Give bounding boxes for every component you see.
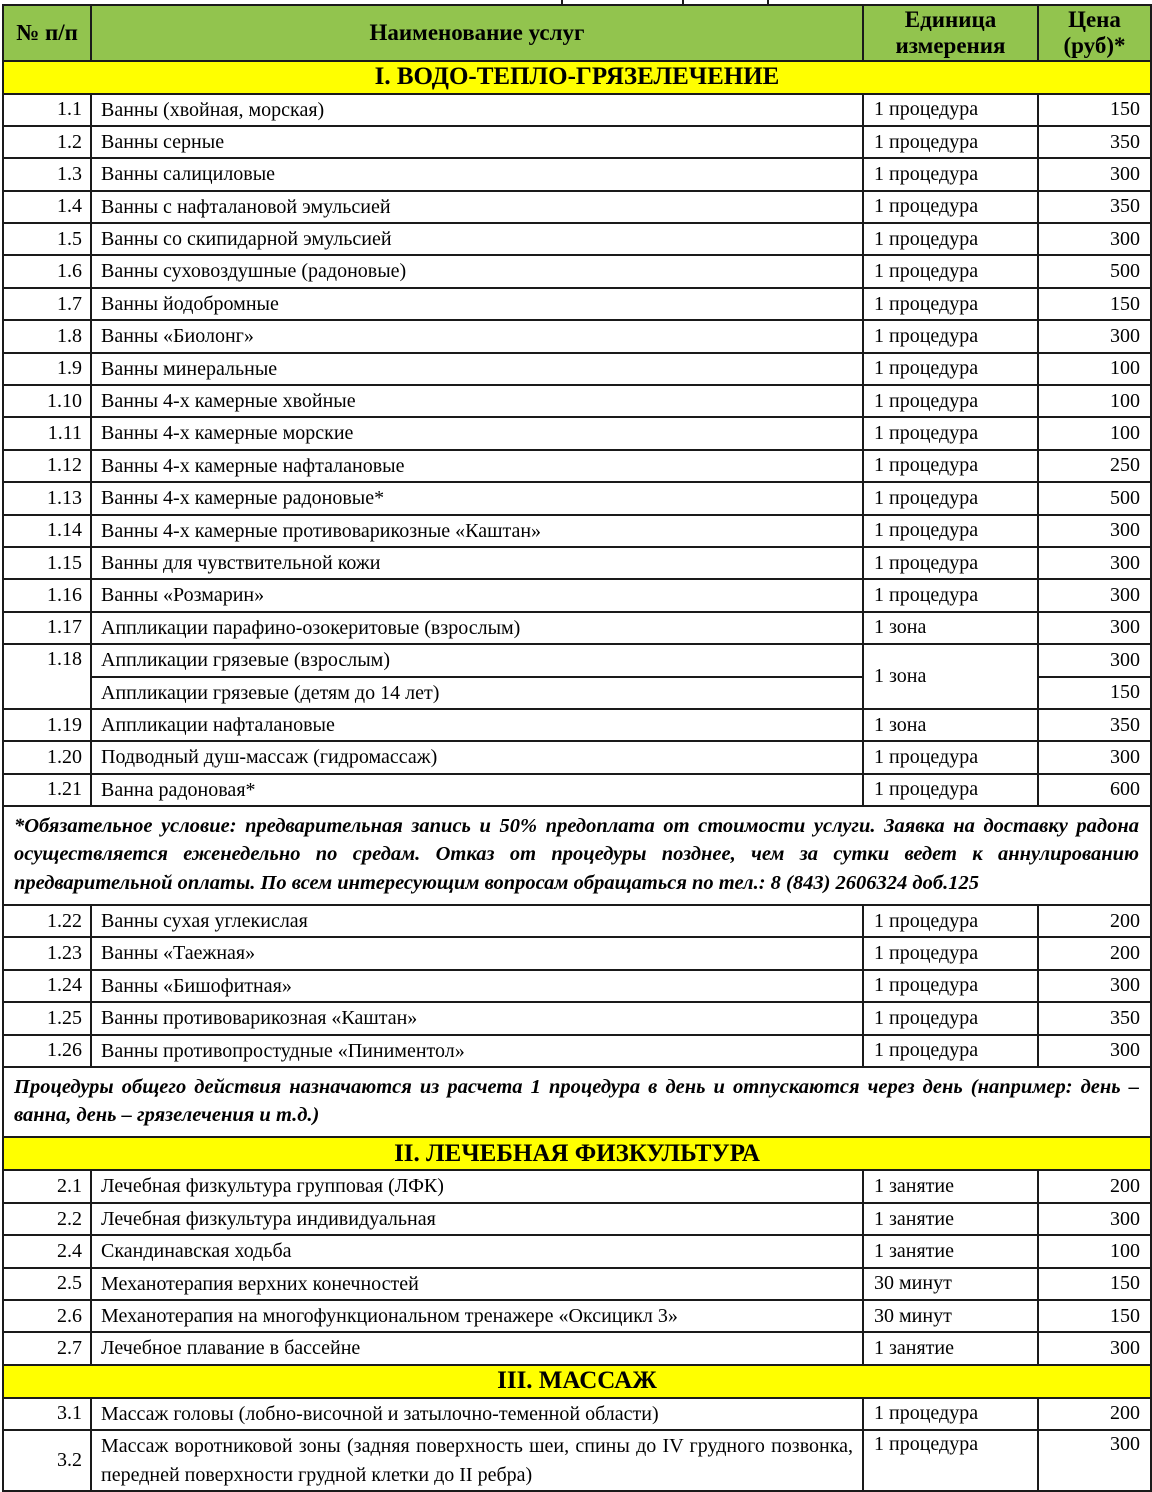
service-price: 150	[1038, 94, 1151, 126]
service-unit: 1 процедура	[863, 970, 1038, 1002]
service-price: 300	[1038, 320, 1151, 352]
service-price: 150	[1038, 1268, 1151, 1300]
service-price: 300	[1038, 547, 1151, 579]
section-row	[3, 1137, 1151, 1170]
service-num: 1.7	[3, 288, 91, 320]
service-price: 150	[1038, 1300, 1151, 1332]
service-unit: 1 процедура	[863, 905, 1038, 937]
service-price: 300	[1038, 1430, 1151, 1491]
service-name: Массаж воротниковой зоны (задняя поверхность шеи, спины до IV грудного позвонка, передней поверхности грудной клетки до II ребра)	[91, 1430, 863, 1491]
service-unit: 1 процедура	[863, 515, 1038, 547]
service-name: Ванна радоновая*	[91, 774, 863, 806]
service-num: 1.21	[3, 774, 91, 806]
service-row	[3, 741, 1151, 773]
service-row	[3, 515, 1151, 547]
service-name: Лечебная физкультура групповая (ЛФК)	[91, 1170, 863, 1202]
service-unit: 1 занятие	[863, 1203, 1038, 1235]
service-unit: 1 зона	[863, 644, 1038, 709]
service-row	[3, 1430, 1151, 1491]
service-unit: 1 процедура	[863, 158, 1038, 190]
service-name: Ванны «Бишофитная»	[91, 970, 863, 1002]
service-row	[3, 223, 1151, 255]
service-unit: 1 занятие	[863, 1235, 1038, 1267]
service-price: 350	[1038, 709, 1151, 741]
service-num: 3.2	[3, 1430, 91, 1491]
service-num: 1.22	[3, 905, 91, 937]
service-num: 1.19	[3, 709, 91, 741]
table-header	[3, 5, 1151, 61]
service-name: Ванны со скипидарной эмульсией	[91, 223, 863, 255]
service-unit: 30 минут	[863, 1268, 1038, 1300]
service-num: 2.6	[3, 1300, 91, 1332]
service-price: 350	[1038, 1002, 1151, 1034]
service-price: 300	[1038, 612, 1151, 644]
service-price: 200	[1038, 937, 1151, 969]
service-name: Массаж головы (лобно-височной и затылочно-теменной области)	[91, 1398, 863, 1430]
service-price: 300	[1038, 158, 1151, 190]
service-unit: 1 процедура	[863, 579, 1038, 611]
service-price: 250	[1038, 450, 1151, 482]
top-edge-artifact	[0, 0, 1152, 4]
service-row	[3, 255, 1151, 287]
service-price: 300	[1038, 1035, 1151, 1067]
service-row	[3, 1332, 1151, 1364]
service-row	[3, 709, 1151, 741]
service-row	[3, 1235, 1151, 1267]
service-num: 2.7	[3, 1332, 91, 1364]
service-name: Ванны (хвойная, морская)	[91, 94, 863, 126]
service-unit: 1 процедура	[863, 126, 1038, 158]
service-row	[3, 353, 1151, 385]
service-name: Ванны 4-х камерные нафталановые	[91, 450, 863, 482]
cropped-cell-line	[561, 0, 563, 5]
service-name: Ванны противоварикозная «Каштан»	[91, 1002, 863, 1034]
service-unit: 1 зона	[863, 709, 1038, 741]
service-row	[3, 579, 1151, 611]
service-num: 1.1	[3, 94, 91, 126]
note-row	[3, 1067, 1151, 1138]
service-num: 1.8	[3, 320, 91, 352]
service-name: Ванны «Таежная»	[91, 937, 863, 969]
service-name: Лечебная физкультура индивидуальная	[91, 1203, 863, 1235]
service-name: Лечебное плавание в бассейне	[91, 1332, 863, 1364]
service-name: Ванны «Биолонг»	[91, 320, 863, 352]
service-unit: 1 процедура	[863, 482, 1038, 514]
service-price: 300	[1038, 644, 1151, 676]
price-table	[2, 4, 1152, 1492]
service-num: 1.17	[3, 612, 91, 644]
service-num: 1.20	[3, 741, 91, 773]
service-price: 500	[1038, 482, 1151, 514]
service-name: Ванны суховоздушные (радоновые)	[91, 255, 863, 287]
service-row	[3, 1268, 1151, 1300]
service-name: Механотерапия на многофункциональном тренажере «Оксицикл 3»	[91, 1300, 863, 1332]
section-title: I. ВОДО-ТЕПЛО-ГРЯЗЕЛЕЧЕНИЕ	[3, 61, 1151, 94]
service-price: 300	[1038, 1332, 1151, 1364]
service-unit: 1 процедура	[863, 255, 1038, 287]
service-unit: 1 процедура	[863, 774, 1038, 806]
service-name: Ванны для чувствительной кожи	[91, 547, 863, 579]
table-header-row	[3, 5, 1151, 61]
service-name: Ванны «Розмарин»	[91, 579, 863, 611]
service-num: 1.6	[3, 255, 91, 287]
service-row	[3, 1300, 1151, 1332]
service-name: Ванны салициловые	[91, 158, 863, 190]
service-num: 1.12	[3, 450, 91, 482]
service-unit: 1 занятие	[863, 1170, 1038, 1202]
cropped-cell-line	[682, 0, 684, 5]
service-num: 1.16	[3, 579, 91, 611]
service-price: 200	[1038, 1170, 1151, 1202]
service-price: 350	[1038, 126, 1151, 158]
service-unit: 1 процедура	[863, 741, 1038, 773]
service-row	[3, 1203, 1151, 1235]
service-row	[3, 937, 1151, 969]
service-unit: 1 процедура	[863, 417, 1038, 449]
service-unit: 1 процедура	[863, 1430, 1038, 1491]
service-num: 1.14	[3, 515, 91, 547]
service-unit: 1 процедура	[863, 191, 1038, 223]
service-row	[3, 94, 1151, 126]
service-price: 300	[1038, 223, 1151, 255]
section-title: II. ЛЕЧЕБНАЯ ФИЗКУЛЬТУРА	[3, 1137, 1151, 1170]
service-row	[3, 1170, 1151, 1202]
service-row	[3, 970, 1151, 1002]
service-num: 1.4	[3, 191, 91, 223]
service-num: 2.1	[3, 1170, 91, 1202]
service-num: 1.15	[3, 547, 91, 579]
service-num: 1.18	[3, 644, 91, 709]
section-title: III. МАССАЖ	[3, 1365, 1151, 1398]
service-row	[3, 450, 1151, 482]
service-unit: 1 процедура	[863, 937, 1038, 969]
note-row	[3, 806, 1151, 905]
service-name: Ванны сухая углекислая	[91, 905, 863, 937]
service-name: Ванны 4-х камерные хвойные	[91, 385, 863, 417]
service-row	[3, 1398, 1151, 1430]
service-price: 300	[1038, 579, 1151, 611]
service-row	[3, 320, 1151, 352]
service-name: Ванны минеральные	[91, 353, 863, 385]
cropped-cell-line	[767, 0, 769, 5]
service-price: 100	[1038, 417, 1151, 449]
service-row	[3, 547, 1151, 579]
service-name: Скандинавская ходьба	[91, 1235, 863, 1267]
service-row	[3, 191, 1151, 223]
service-unit: 1 процедура	[863, 450, 1038, 482]
note-text: *Обязательное условие: предварительная запись и 50% предоплата от стоимости услуги. Заявка на доставку радона осуществляется еженедельно по средам. Отказ от процедуры позднее, чем за сутки ведет к аннулированию предварительной оплаты. По всем интересующим вопросам обращаться по тел.: 8 (843) 2606324 доб.125	[3, 806, 1151, 905]
service-price: 200	[1038, 905, 1151, 937]
service-unit: 1 процедура	[863, 1398, 1038, 1430]
service-price: 200	[1038, 1398, 1151, 1430]
service-price: 100	[1038, 1235, 1151, 1267]
service-name: Ванны с нафталановой эмульсией	[91, 191, 863, 223]
service-num: 1.10	[3, 385, 91, 417]
col-header-num: № п/п	[3, 5, 91, 61]
service-num: 2.5	[3, 1268, 91, 1300]
service-unit: 1 процедура	[863, 223, 1038, 255]
service-num: 1.26	[3, 1035, 91, 1067]
service-name: Аппликации парафино-озокеритовые (взрослым)	[91, 612, 863, 644]
service-row	[3, 1035, 1151, 1067]
service-num: 3.1	[3, 1398, 91, 1430]
service-num: 1.13	[3, 482, 91, 514]
service-name: Ванны 4-х камерные радоновые*	[91, 482, 863, 514]
note-text: Процедуры общего действия назначаются из расчета 1 процедура в день и отпускаются через день (например: день – ванна, день – грязелечения и т.д.)	[3, 1067, 1151, 1138]
service-name: Ванны противопростудные «Пиниментол»	[91, 1035, 863, 1067]
service-price: 150	[1038, 288, 1151, 320]
service-unit: 1 занятие	[863, 1332, 1038, 1364]
service-row	[3, 385, 1151, 417]
section-row	[3, 1365, 1151, 1398]
service-unit: 30 минут	[863, 1300, 1038, 1332]
service-row	[3, 482, 1151, 514]
service-price: 500	[1038, 255, 1151, 287]
service-num: 2.4	[3, 1235, 91, 1267]
service-num: 1.24	[3, 970, 91, 1002]
service-unit: 1 процедура	[863, 1002, 1038, 1034]
service-row	[3, 905, 1151, 937]
service-row	[3, 126, 1151, 158]
service-unit: 1 процедура	[863, 1035, 1038, 1067]
service-row-group	[3, 644, 1151, 676]
price-table-body	[3, 61, 1151, 1491]
service-name: Ванны серные	[91, 126, 863, 158]
service-num: 1.9	[3, 353, 91, 385]
service-unit: 1 процедура	[863, 385, 1038, 417]
service-unit: 1 процедура	[863, 94, 1038, 126]
service-price: 300	[1038, 1203, 1151, 1235]
service-row	[3, 1002, 1151, 1034]
service-unit: 1 процедура	[863, 288, 1038, 320]
service-unit: 1 процедура	[863, 320, 1038, 352]
service-price: 600	[1038, 774, 1151, 806]
col-header-price: Цена (руб)*	[1038, 5, 1151, 61]
service-row	[3, 158, 1151, 190]
service-name: Ванны йодобромные	[91, 288, 863, 320]
service-num: 1.3	[3, 158, 91, 190]
section-row	[3, 61, 1151, 94]
service-num: 1.23	[3, 937, 91, 969]
service-price: 300	[1038, 515, 1151, 547]
service-name: Аппликации нафталановые	[91, 709, 863, 741]
service-name: Ванны 4-х камерные морские	[91, 417, 863, 449]
service-unit: 1 процедура	[863, 353, 1038, 385]
service-row	[3, 612, 1151, 644]
service-price: 150	[1038, 677, 1151, 709]
service-price: 100	[1038, 385, 1151, 417]
service-row	[3, 774, 1151, 806]
service-name: Подводный душ-массаж (гидромассаж)	[91, 741, 863, 773]
service-row	[3, 288, 1151, 320]
service-price: 300	[1038, 970, 1151, 1002]
service-num: 2.2	[3, 1203, 91, 1235]
service-row	[3, 417, 1151, 449]
service-price: 350	[1038, 191, 1151, 223]
service-num: 1.5	[3, 223, 91, 255]
service-unit: 1 процедура	[863, 547, 1038, 579]
col-header-name: Наименование услуг	[91, 5, 863, 61]
service-name: Аппликации грязевые (детям до 14 лет)	[91, 677, 863, 709]
service-num: 1.11	[3, 417, 91, 449]
service-num: 1.2	[3, 126, 91, 158]
service-price: 100	[1038, 353, 1151, 385]
service-num: 1.25	[3, 1002, 91, 1034]
col-header-unit: Единица измерения	[863, 5, 1038, 61]
service-unit: 1 зона	[863, 612, 1038, 644]
service-price: 300	[1038, 741, 1151, 773]
service-name: Аппликации грязевые (взрослым)	[91, 644, 863, 676]
service-name: Механотерапия верхних конечностей	[91, 1268, 863, 1300]
service-name: Ванны 4-х камерные противоварикозные «Каштан»	[91, 515, 863, 547]
